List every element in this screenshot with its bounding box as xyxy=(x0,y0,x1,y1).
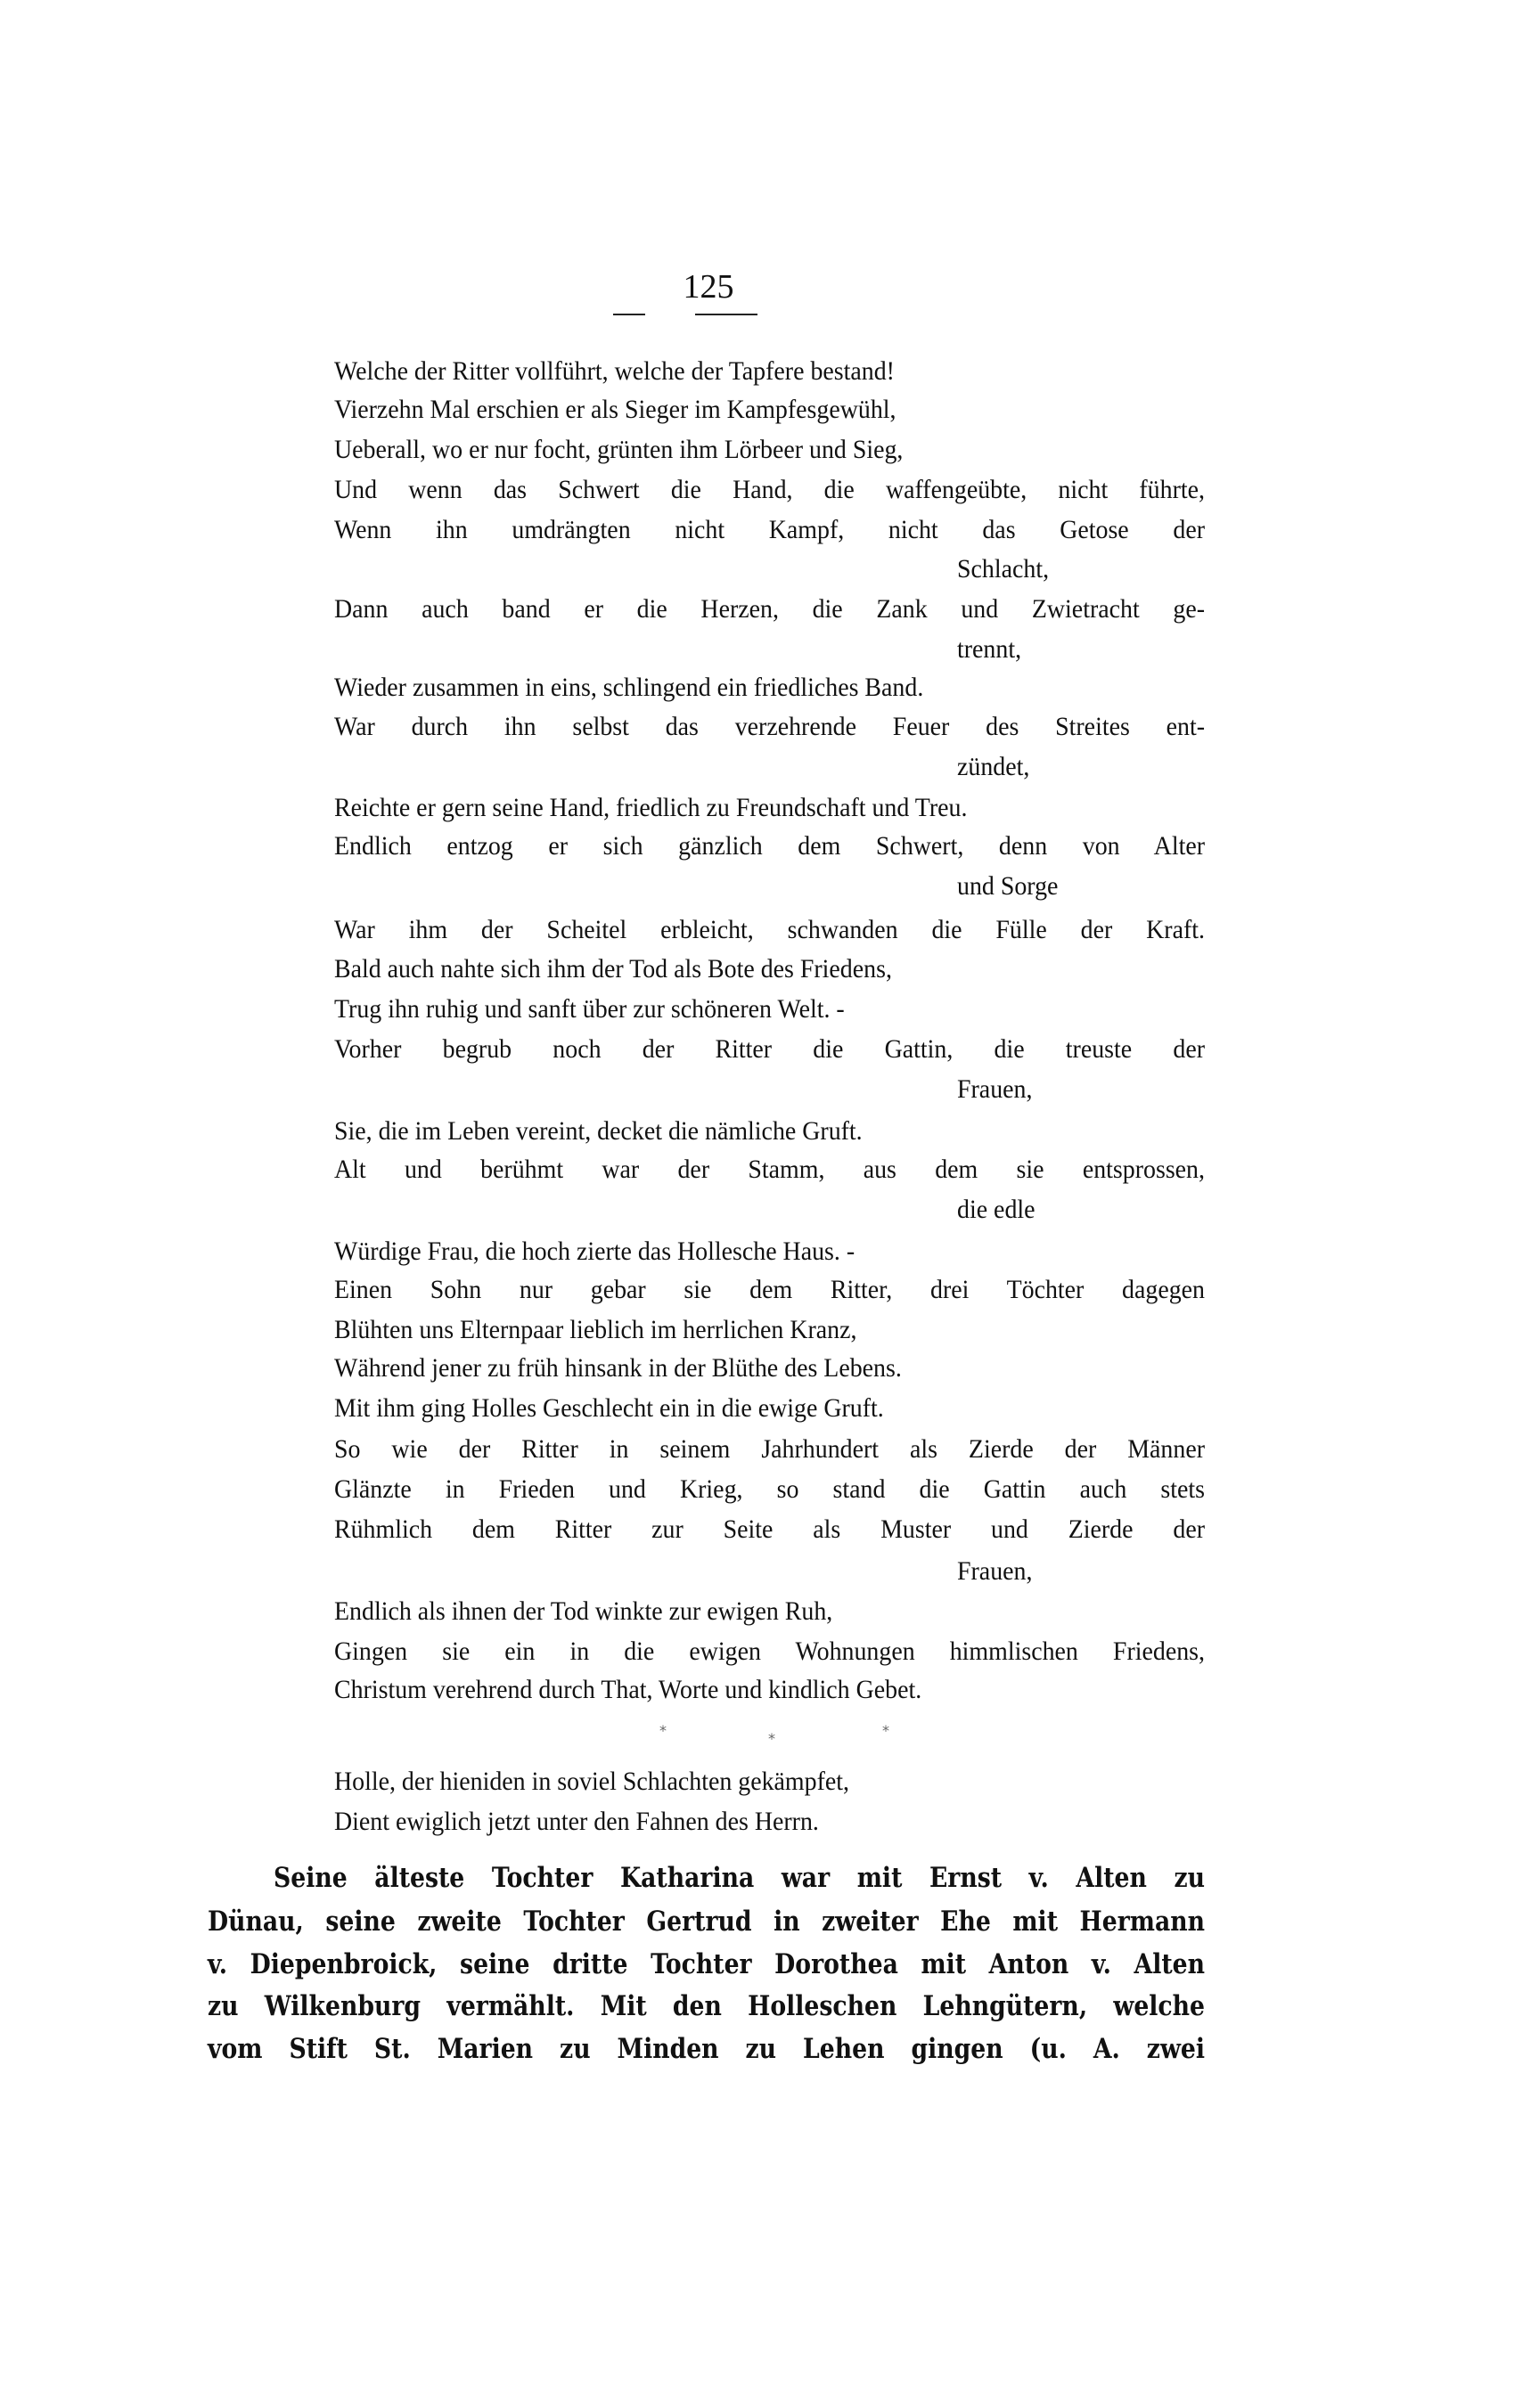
poem-line: Vierzehn Mal erschien er als Sieger im Kampfesgewühl, xyxy=(334,394,896,424)
prose-line: Dünau, seine zweite Tochter Gertrud in zweiter Ehe mit Hermann xyxy=(208,1905,1205,1938)
poem-line-continuation: Schlacht, xyxy=(957,554,1050,584)
poem-line: Mit ihm ging Holles Geschlecht ein in die ewige Gruft. xyxy=(334,1392,884,1423)
poem-line: Gingen sie ein in die ewigen Wohnungen himmlischen Friedens, xyxy=(334,1636,1205,1666)
poem-line: Trug ihn ruhig und sanft über zur schöneren Welt. - xyxy=(334,994,845,1024)
asterisk-ornament: * xyxy=(659,1721,667,1739)
poem-line-continuation: und Sorge xyxy=(957,871,1059,902)
page-number: 125 xyxy=(683,268,734,306)
poem-line: Endlich als ihnen der Tod winkte zur ewigen Ruh, xyxy=(334,1596,833,1626)
poem-line: Welche der Ritter vollführt, welche der Tapfere bestand! xyxy=(334,355,895,386)
poem-line: Alt und berühmt war der Stamm, aus dem sie entsprossen, xyxy=(334,1154,1205,1184)
poem-line: Während jener zu früh hinsank in der Blüthe des Lebens. xyxy=(334,1352,902,1383)
header-rule-right xyxy=(695,314,757,315)
poem-line: Blühten uns Elternpaar lieblich im herrlichen Kranz, xyxy=(334,1314,857,1344)
poem-line: Rühmlich dem Ritter zur Seite als Muster und Zierde der xyxy=(334,1514,1205,1545)
poem-line-continuation: Frauen, xyxy=(957,1074,1033,1105)
poem-line: Reichte er gern seine Hand, friedlich zu Freundschaft und Treu. xyxy=(334,793,968,823)
poem-line-continuation: die edle xyxy=(957,1194,1036,1224)
poem-line: Christum verehrend durch That, Worte und kindlich Gebet. xyxy=(334,1674,922,1704)
poem-line: Würdige Frau, die hoch zierte das Hollesche Haus. - xyxy=(334,1236,855,1266)
poem-line-continuation: trennt, xyxy=(957,634,1022,665)
poem-line: Endlich entzog er sich gänzlich dem Schwert, denn von Alter xyxy=(334,831,1205,861)
asterisk-ornament: * xyxy=(768,1729,775,1747)
poem-line: Bald auch nahte sich ihm der Tod als Bote des Friedens, xyxy=(334,954,892,984)
poem-line: War durch ihn selbst das verzehrende Feuer des Streites ent- xyxy=(334,711,1205,741)
prose-line: zu Wilkenburg vermählt. Mit den Holleschen Lehngütern, welche xyxy=(208,1989,1205,2022)
poem-line: Glänzte in Frieden und Krieg, so stand die Gattin auch stets xyxy=(334,1474,1205,1505)
poem-line: Holle, der hieniden in soviel Schlachten gekämpfet, xyxy=(334,1767,849,1797)
poem-line: Dient ewiglich jetzt unter den Fahnen des Herrn. xyxy=(334,1807,819,1837)
poem-line: Sie, die im Leben vereint, decket die nämliche Gruft. xyxy=(334,1115,863,1146)
poem-line: Einen Sohn nur gebar sie dem Ritter, drei Töchter dagegen xyxy=(334,1274,1205,1304)
poem-line: War ihm der Scheitel erbleicht, schwanden die Fülle der Kraft. xyxy=(334,914,1205,944)
asterisk-ornament: * xyxy=(882,1721,889,1739)
poem-line: So wie der Ritter in seinem Jahrhundert als Zierde der Männer xyxy=(334,1434,1205,1465)
poem-line: Und wenn das Schwert die Hand, die waffengeübte, nicht führte, xyxy=(334,474,1205,504)
poem-line: Wieder zusammen in eins, schlingend ein friedliches Band. xyxy=(334,673,924,703)
poem-line: Ueberall, wo er nur focht, grünten ihm Lörbeer und Sieg, xyxy=(334,434,904,464)
prose-line: vom Stift St. Marien zu Minden zu Lehen gingen (u. A. zwei xyxy=(208,2033,1205,2066)
poem-line: Wenn ihn umdrängten nicht Kampf, nicht das Getose der xyxy=(334,514,1205,544)
poem-line-continuation: Frauen, xyxy=(957,1555,1033,1586)
poem-line: Dann auch band er die Herzen, die Zank und Zwietracht ge- xyxy=(334,594,1205,624)
poem-line: Vorher begrub noch der Ritter die Gattin, die treuste der xyxy=(334,1034,1205,1065)
poem-line-continuation: zündet, xyxy=(957,751,1030,781)
header-rule-left xyxy=(613,314,645,315)
prose-line: v. Diepenbroick, seine dritte Tochter Dorothea mit Anton v. Alten xyxy=(208,1948,1205,1981)
prose-line: Seine älteste Tochter Katharina war mit Ernst v. Alten zu xyxy=(274,1862,1205,1895)
